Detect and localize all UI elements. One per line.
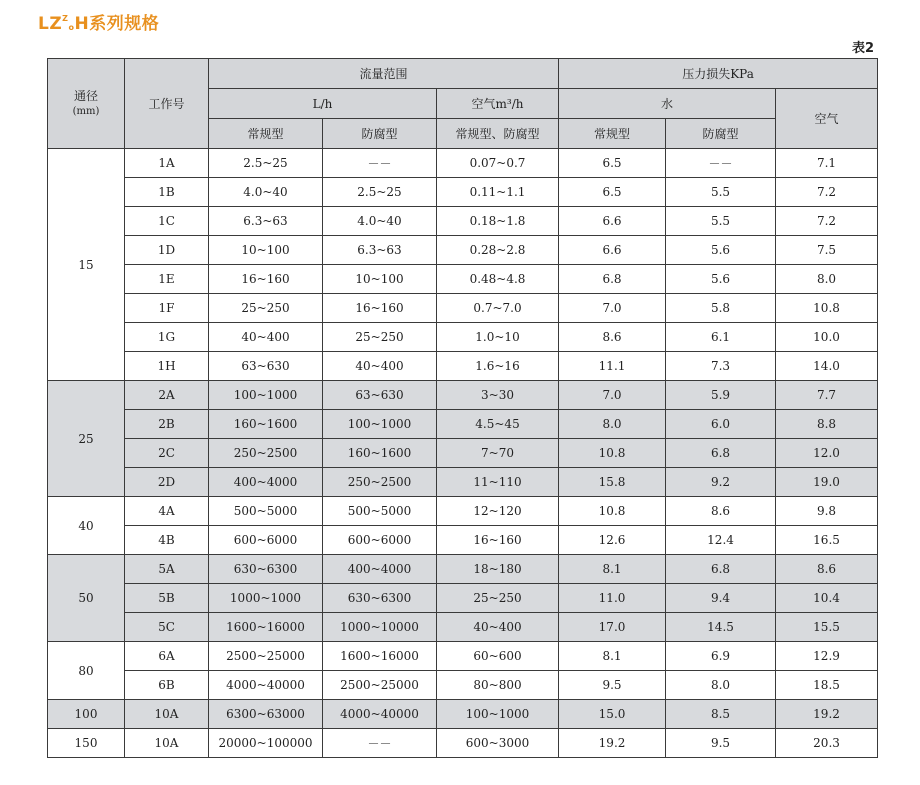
- table-row: [48, 207, 878, 236]
- table-number: 表2: [851, 41, 874, 56]
- cell-water-regular: 9.5: [559, 671, 666, 700]
- cell-air-loss: 14.0: [776, 352, 878, 381]
- cell-air-loss: 8.8: [776, 410, 878, 439]
- cell-water-regular: 15.0: [559, 700, 666, 729]
- cell-lh-anticorrosion: 1600~16000: [323, 642, 437, 671]
- cell-water-regular: 6.5: [559, 149, 666, 178]
- cell-air-loss: 16.5: [776, 526, 878, 555]
- cell-lh-anticorrosion: 1000~10000: [323, 613, 437, 642]
- cell-lh-anticorrosion: 63~630: [323, 381, 437, 410]
- header-work-no: 工作号: [125, 59, 209, 149]
- cell-air-flow: 40~400: [437, 613, 559, 642]
- table-row: [48, 178, 878, 207]
- cell-air-flow: 1.0~10: [437, 323, 559, 352]
- cell-water-regular: 8.6: [559, 323, 666, 352]
- cell-water-anticorrosion: 5.8: [666, 294, 776, 323]
- header-water-regular: 常规型: [559, 119, 666, 149]
- cell-air-flow: 600~3000: [437, 729, 559, 758]
- cell-air-flow: 1.6~16: [437, 352, 559, 381]
- cell-lh-regular: 400~4000: [209, 468, 323, 497]
- cell-dn: 15: [48, 149, 125, 381]
- cell-lh-anticorrosion: 2500~25000: [323, 671, 437, 700]
- cell-lh-anticorrosion: 2.5~25: [323, 178, 437, 207]
- cell-work-no: 4A: [125, 497, 209, 526]
- cell-lh-regular: 2500~25000: [209, 642, 323, 671]
- table-header: [48, 59, 878, 149]
- cell-dn: 100: [48, 700, 125, 729]
- cell-water-anticorrosion: 5.5: [666, 207, 776, 236]
- cell-water-regular: 17.0: [559, 613, 666, 642]
- header-water: 水: [559, 89, 776, 119]
- cell-water-anticorrosion: 5.5: [666, 178, 776, 207]
- cell-dn: 25: [48, 381, 125, 497]
- cell-water-regular: 6.5: [559, 178, 666, 207]
- cell-work-no: 6A: [125, 642, 209, 671]
- table-row: [48, 294, 878, 323]
- cell-work-no: 6B: [125, 671, 209, 700]
- cell-air-loss: 8.6: [776, 555, 878, 584]
- cell-work-no: 2A: [125, 381, 209, 410]
- header-water-anticorrosion: 防腐型: [666, 119, 776, 149]
- table-row: [48, 410, 878, 439]
- cell-water-regular: 6.6: [559, 236, 666, 265]
- cell-air-loss: 7.7: [776, 381, 878, 410]
- cell-air-flow: 0.48~4.8: [437, 265, 559, 294]
- cell-lh-anticorrosion: 600~6000: [323, 526, 437, 555]
- table-row: [48, 526, 878, 555]
- cell-lh-anticorrosion: 25~250: [323, 323, 437, 352]
- cell-air-loss: 9.8: [776, 497, 878, 526]
- header-anticorrosion: 防腐型: [323, 119, 437, 149]
- cell-air-loss: 7.5: [776, 236, 878, 265]
- cell-water-anticorrosion: 6.1: [666, 323, 776, 352]
- cell-water-anticorrosion: 5.6: [666, 265, 776, 294]
- cell-air-flow: 0.28~2.8: [437, 236, 559, 265]
- cell-air-loss: 20.3: [776, 729, 878, 758]
- cell-water-anticorrosion: 14.5: [666, 613, 776, 642]
- table-row: [48, 497, 878, 526]
- cell-air-loss: 19.2: [776, 700, 878, 729]
- cell-air-loss: 10.8: [776, 294, 878, 323]
- cell-lh-anticorrosion: 100~1000: [323, 410, 437, 439]
- cell-water-anticorrosion: 9.5: [666, 729, 776, 758]
- cell-water-regular: 7.0: [559, 381, 666, 410]
- spec-table: [47, 58, 878, 758]
- cell-lh-regular: 100~1000: [209, 381, 323, 410]
- cell-air-flow: 0.18~1.8: [437, 207, 559, 236]
- page-title: [38, 9, 159, 34]
- cell-work-no: 2B: [125, 410, 209, 439]
- cell-lh-anticorrosion: 4000~40000: [323, 700, 437, 729]
- cell-water-regular: 11.0: [559, 584, 666, 613]
- header-regular: 常规型: [209, 119, 323, 149]
- cell-lh-regular: 6300~63000: [209, 700, 323, 729]
- cell-work-no: 10A: [125, 700, 209, 729]
- cell-lh-anticorrosion: 250~2500: [323, 468, 437, 497]
- table-row: [48, 555, 878, 584]
- cell-water-regular: 7.0: [559, 294, 666, 323]
- cell-water-anticorrosion: 9.2: [666, 468, 776, 497]
- cell-air-loss: 12.9: [776, 642, 878, 671]
- cell-water-regular: 19.2: [559, 729, 666, 758]
- cell-air-loss: 15.5: [776, 613, 878, 642]
- title-superscript: Z: [62, 14, 69, 23]
- cell-air-flow: 0.7~7.0: [437, 294, 559, 323]
- cell-lh-anticorrosion: 40~400: [323, 352, 437, 381]
- cell-water-anticorrosion: 8.5: [666, 700, 776, 729]
- cell-air-loss: 10.0: [776, 323, 878, 352]
- cell-water-regular: 8.1: [559, 555, 666, 584]
- cell-water-regular: 12.6: [559, 526, 666, 555]
- cell-air-flow: 11~110: [437, 468, 559, 497]
- cell-work-no: 1H: [125, 352, 209, 381]
- cell-water-anticorrosion: 5.6: [666, 236, 776, 265]
- table-row: [48, 323, 878, 352]
- header-air-flow: 空气m³/h: [437, 89, 559, 119]
- cell-lh-regular: 250~2500: [209, 439, 323, 468]
- table-row: [48, 381, 878, 410]
- cell-work-no: 5C: [125, 613, 209, 642]
- cell-water-anticorrosion: 8.0: [666, 671, 776, 700]
- cell-work-no: 5A: [125, 555, 209, 584]
- cell-work-no: 1F: [125, 294, 209, 323]
- table-row: [48, 613, 878, 642]
- table-row: [48, 352, 878, 381]
- cell-air-loss: 10.4: [776, 584, 878, 613]
- cell-work-no: 1A: [125, 149, 209, 178]
- cell-water-anticorrosion: 8.6: [666, 497, 776, 526]
- title-suffix: H系列规格: [74, 14, 160, 34]
- cell-work-no: 5B: [125, 584, 209, 613]
- cell-water-anticorrosion: 7.3: [666, 352, 776, 381]
- cell-work-no: 1B: [125, 178, 209, 207]
- cell-lh-anticorrosion: 10~100: [323, 265, 437, 294]
- cell-lh-regular: 160~1600: [209, 410, 323, 439]
- cell-water-anticorrosion: －－: [666, 149, 776, 178]
- cell-water-regular: 10.8: [559, 439, 666, 468]
- cell-work-no: 2C: [125, 439, 209, 468]
- cell-air-loss: 19.0: [776, 468, 878, 497]
- cell-air-loss: 7.1: [776, 149, 878, 178]
- cell-water-regular: 8.0: [559, 410, 666, 439]
- cell-air-flow: 60~600: [437, 642, 559, 671]
- table-row: [48, 468, 878, 497]
- cell-water-anticorrosion: 6.8: [666, 439, 776, 468]
- title-prefix: LZ: [38, 14, 63, 34]
- cell-lh-anticorrosion: －－: [323, 149, 437, 178]
- cell-dn: 40: [48, 497, 125, 555]
- cell-air-flow: 7~70: [437, 439, 559, 468]
- cell-water-anticorrosion: 6.8: [666, 555, 776, 584]
- table-row: [48, 439, 878, 468]
- table-row: [48, 729, 878, 758]
- cell-work-no: 4B: [125, 526, 209, 555]
- header-regular-anticorrosion: 常规型、防腐型: [437, 119, 559, 149]
- cell-water-regular: 11.1: [559, 352, 666, 381]
- cell-lh-anticorrosion: 400~4000: [323, 555, 437, 584]
- cell-water-anticorrosion: 5.9: [666, 381, 776, 410]
- cell-lh-regular: 10~100: [209, 236, 323, 265]
- table-row: [48, 700, 878, 729]
- cell-lh-anticorrosion: 160~1600: [323, 439, 437, 468]
- cell-dn: 150: [48, 729, 125, 758]
- header-dn-label: 通径: [73, 88, 98, 103]
- cell-water-regular: 6.6: [559, 207, 666, 236]
- cell-lh-regular: 25~250: [209, 294, 323, 323]
- cell-air-flow: 16~160: [437, 526, 559, 555]
- header-dn-unit: (mm): [72, 105, 100, 117]
- cell-work-no: 2D: [125, 468, 209, 497]
- header-flow-range: 流量范围: [209, 59, 559, 89]
- cell-air-loss: 18.5: [776, 671, 878, 700]
- header-air: 空气: [776, 89, 878, 149]
- cell-lh-regular: 40~400: [209, 323, 323, 352]
- cell-work-no: 1C: [125, 207, 209, 236]
- cell-water-regular: 8.1: [559, 642, 666, 671]
- cell-lh-anticorrosion: 4.0~40: [323, 207, 437, 236]
- cell-air-flow: 12~120: [437, 497, 559, 526]
- cell-air-flow: 0.11~1.1: [437, 178, 559, 207]
- cell-lh-regular: 63~630: [209, 352, 323, 381]
- table-row: [48, 236, 878, 265]
- cell-air-loss: 12.0: [776, 439, 878, 468]
- header-pressure-loss: 压力损失KPa: [559, 59, 878, 89]
- cell-water-anticorrosion: 9.4: [666, 584, 776, 613]
- cell-lh-regular: 2.5~25: [209, 149, 323, 178]
- table-row: [48, 149, 878, 178]
- cell-lh-anticorrosion: 630~6300: [323, 584, 437, 613]
- cell-lh-regular: 500~5000: [209, 497, 323, 526]
- cell-lh-regular: 1000~1000: [209, 584, 323, 613]
- cell-lh-regular: 630~6300: [209, 555, 323, 584]
- cell-air-loss: 8.0: [776, 265, 878, 294]
- cell-work-no: 1G: [125, 323, 209, 352]
- table-row: [48, 265, 878, 294]
- cell-lh-anticorrosion: 6.3~63: [323, 236, 437, 265]
- cell-air-flow: 100~1000: [437, 700, 559, 729]
- cell-lh-regular: 16~160: [209, 265, 323, 294]
- cell-lh-anticorrosion: －－: [323, 729, 437, 758]
- cell-air-loss: 7.2: [776, 207, 878, 236]
- cell-lh-regular: 4.0~40: [209, 178, 323, 207]
- cell-lh-anticorrosion: 500~5000: [323, 497, 437, 526]
- cell-air-flow: 18~180: [437, 555, 559, 584]
- cell-work-no: 1E: [125, 265, 209, 294]
- header-dn: [48, 59, 125, 149]
- table-row: [48, 642, 878, 671]
- cell-lh-regular: 4000~40000: [209, 671, 323, 700]
- cell-work-no: 1D: [125, 236, 209, 265]
- cell-lh-anticorrosion: 16~160: [323, 294, 437, 323]
- cell-lh-regular: 600~6000: [209, 526, 323, 555]
- cell-air-flow: 3~30: [437, 381, 559, 410]
- table-row: [48, 671, 878, 700]
- cell-air-flow: 25~250: [437, 584, 559, 613]
- cell-water-anticorrosion: 6.9: [666, 642, 776, 671]
- cell-lh-regular: 6.3~63: [209, 207, 323, 236]
- cell-water-regular: 10.8: [559, 497, 666, 526]
- cell-water-regular: 15.8: [559, 468, 666, 497]
- cell-air-loss: 7.2: [776, 178, 878, 207]
- table-body: [48, 149, 878, 758]
- cell-dn: 50: [48, 555, 125, 642]
- cell-water-anticorrosion: 12.4: [666, 526, 776, 555]
- cell-water-regular: 6.8: [559, 265, 666, 294]
- cell-water-anticorrosion: 6.0: [666, 410, 776, 439]
- table-row: [48, 584, 878, 613]
- header-lh: L/h: [209, 89, 437, 119]
- cell-lh-regular: 1600~16000: [209, 613, 323, 642]
- cell-air-flow: 0.07~0.7: [437, 149, 559, 178]
- cell-work-no: 10A: [125, 729, 209, 758]
- cell-dn: 80: [48, 642, 125, 700]
- cell-lh-regular: 20000~100000: [209, 729, 323, 758]
- cell-air-flow: 4.5~45: [437, 410, 559, 439]
- title-subscript: o: [68, 23, 75, 32]
- cell-air-flow: 80~800: [437, 671, 559, 700]
